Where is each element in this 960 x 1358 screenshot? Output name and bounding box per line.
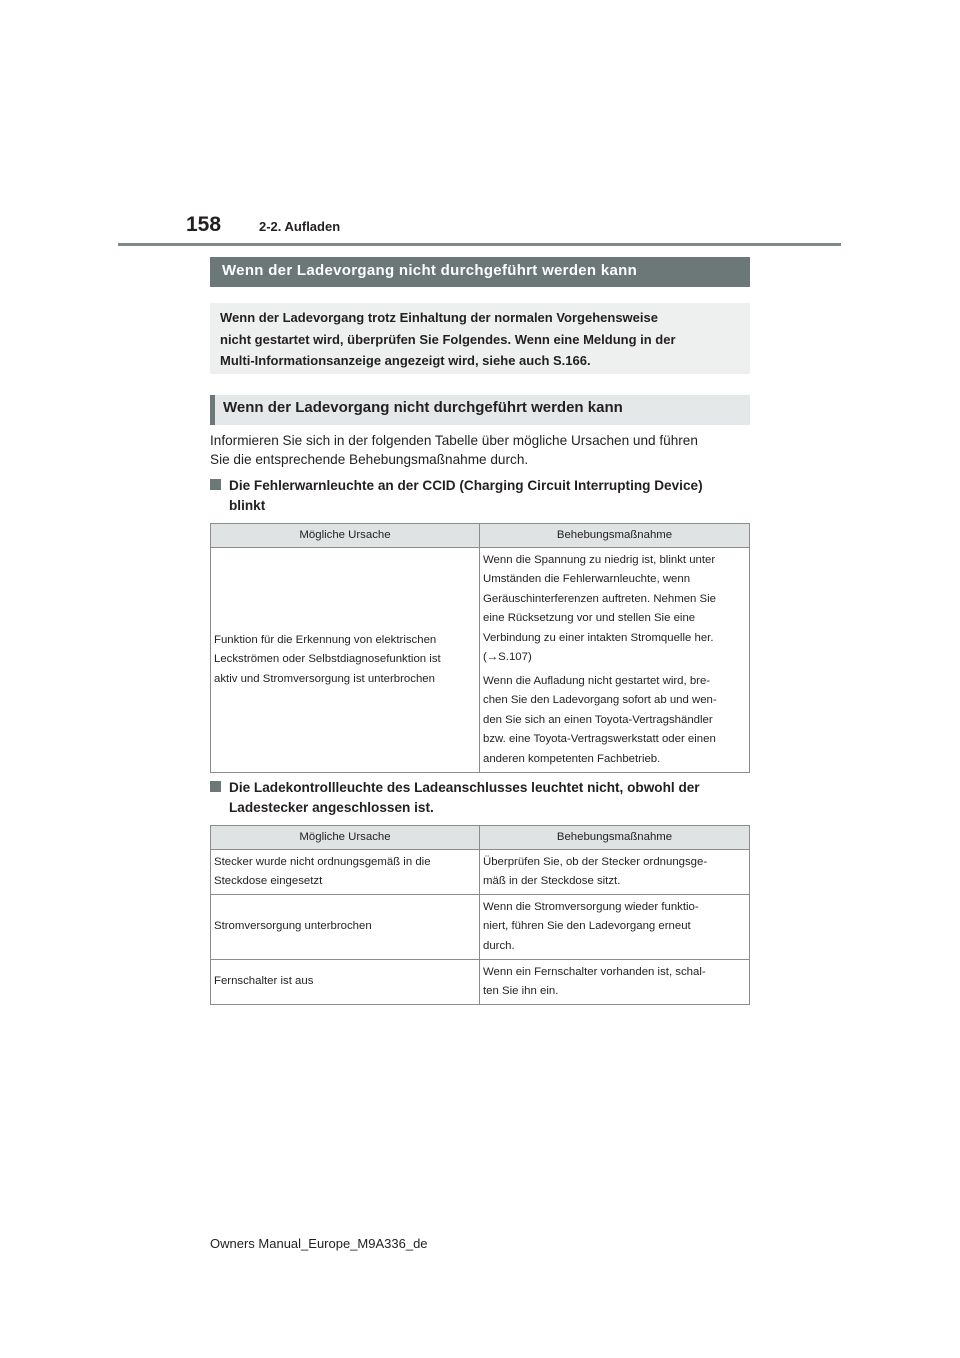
cell-line: Fernschalter ist aus [214,975,314,988]
remedy-cell [480,850,750,895]
cause-cell [211,548,480,773]
table-header-row [211,826,750,850]
cell-line: Steckdose eingesetzt [214,875,323,887]
cell-line: mäß in der Steckdose sitzt. [483,875,621,887]
bullet-text [229,476,750,515]
cell-line: ten Sie ihn ein. [483,985,559,997]
section-label: 2-2. Aufladen [259,219,341,234]
bullet-heading-charge-indicator [210,778,750,817]
subheading: Wenn der Ladevorgang nicht durchgeführt werden kann [210,395,750,425]
cell-line: bzw. eine Toyota-Vertragswerkstatt oder einen [483,733,716,746]
bullet-line: Ladestecker angeschlossen ist. [229,799,434,815]
table-row [211,548,750,773]
bullet-text [229,778,750,817]
cell-line: niert, führen Sie den Ladevorgang erneut [483,920,691,933]
square-bullet-icon [210,479,221,490]
paragraph-line: Informieren Sie sich in der folgenden Tabelle über mögliche Ursachen und führen [210,433,698,448]
cell-line: Wenn die Aufladung nicht gestartet wird, bre- [483,674,711,687]
cell-line: Umständen die Fehlerwarnleuchte, wenn [483,573,691,586]
cell-line: aktiv und Stromversorgung ist unterbrochen [214,672,435,685]
troubleshooting-table-ccid [210,523,750,773]
intro-line: Multi-Informationsanzeige angezeigt wird, siehe auch S.166. [220,353,591,368]
cell-line: Funktion für die Erkennung von elektrischen [214,633,437,646]
table-row [211,960,750,1005]
footer-document-id: Owners Manual_Europe_M9A336_de [210,1236,428,1251]
cell-line: Wenn ein Fernschalter vorhanden ist, schal- [483,965,706,978]
cell-line: Stecker wurde nicht ordnungsgemäß in die [214,855,431,868]
cause-cell [211,850,480,895]
paragraph-line: Sie die entsprechende Behebungsmaßnahme durch. [210,452,529,467]
cell-line: Überprüfen Sie, ob der Stecker ordnungsge- [483,855,708,868]
cause-cell [211,960,480,1005]
bullet-heading-ccid [210,476,750,515]
square-bullet-icon [210,781,221,792]
title-banner: Wenn der Ladevorgang nicht durchgeführt werden kann [210,257,750,287]
table-row [211,895,750,960]
cell-line: anderen kompetenten Fachbetrieb. [483,752,661,765]
column-header-cause: Mögliche Ursache [211,524,480,548]
table-header-row [211,524,750,548]
cell-line: Verbindung zu einer intakten Stromquelle her. [483,631,714,644]
cell-line: Wenn die Spannung zu niedrig ist, blinkt unter [483,553,716,566]
table-row [211,850,750,895]
intro-paragraph [210,431,750,469]
intro-box [210,303,750,374]
cell-line: Wenn die Stromversorgung wieder funktio- [483,900,699,913]
cell-line: den Sie sich an einen Toyota-Vertragshändler [483,713,713,726]
column-header-cause: Mögliche Ursache [211,826,480,850]
cell-line: Leckströmen oder Selbstdiagnosefunktion ist [214,653,441,666]
cell-line: eine Rücksetzung vor und stellen Sie eine [483,612,696,625]
remedy-cell [480,960,750,1005]
cell-line: durch. [483,939,515,952]
page-reference[interactable]: (→S.107) [483,651,532,664]
remedy-paragraph [483,551,746,668]
intro-line: nicht gestartet wird, überprüfen Sie Folgendes. Wenn eine Meldung in der [220,331,676,347]
remedy-cell [480,895,750,960]
remedy-paragraph [483,672,746,770]
cell-line: Geräuschinterferenzen auftreten. Nehmen Sie [483,592,717,605]
bullet-line: blinkt [229,497,266,513]
remedy-cell [480,548,750,773]
bullet-line: Die Ladekontrollleuchte des Ladeanschlusses leuchtet nicht, obwohl der [229,780,700,795]
intro-line: Wenn der Ladevorgang trotz Einhaltung der normalen Vorgehensweise [220,310,658,325]
troubleshooting-table-charge-indicator [210,825,750,1005]
cause-cell [211,895,480,960]
header-rule [118,243,841,246]
page-number: 158 [186,213,222,236]
cell-line: Stromversorgung unterbrochen [214,920,372,933]
bullet-line: Die Fehlerwarnleuchte an der CCID (Charging Circuit Interrupting Device) [229,478,703,493]
column-header-remedy: Behebungsmaßnahme [480,524,750,548]
column-header-remedy: Behebungsmaßnahme [480,826,750,850]
cell-line: chen Sie den Ladevorgang sofort ab und wen- [483,694,717,707]
